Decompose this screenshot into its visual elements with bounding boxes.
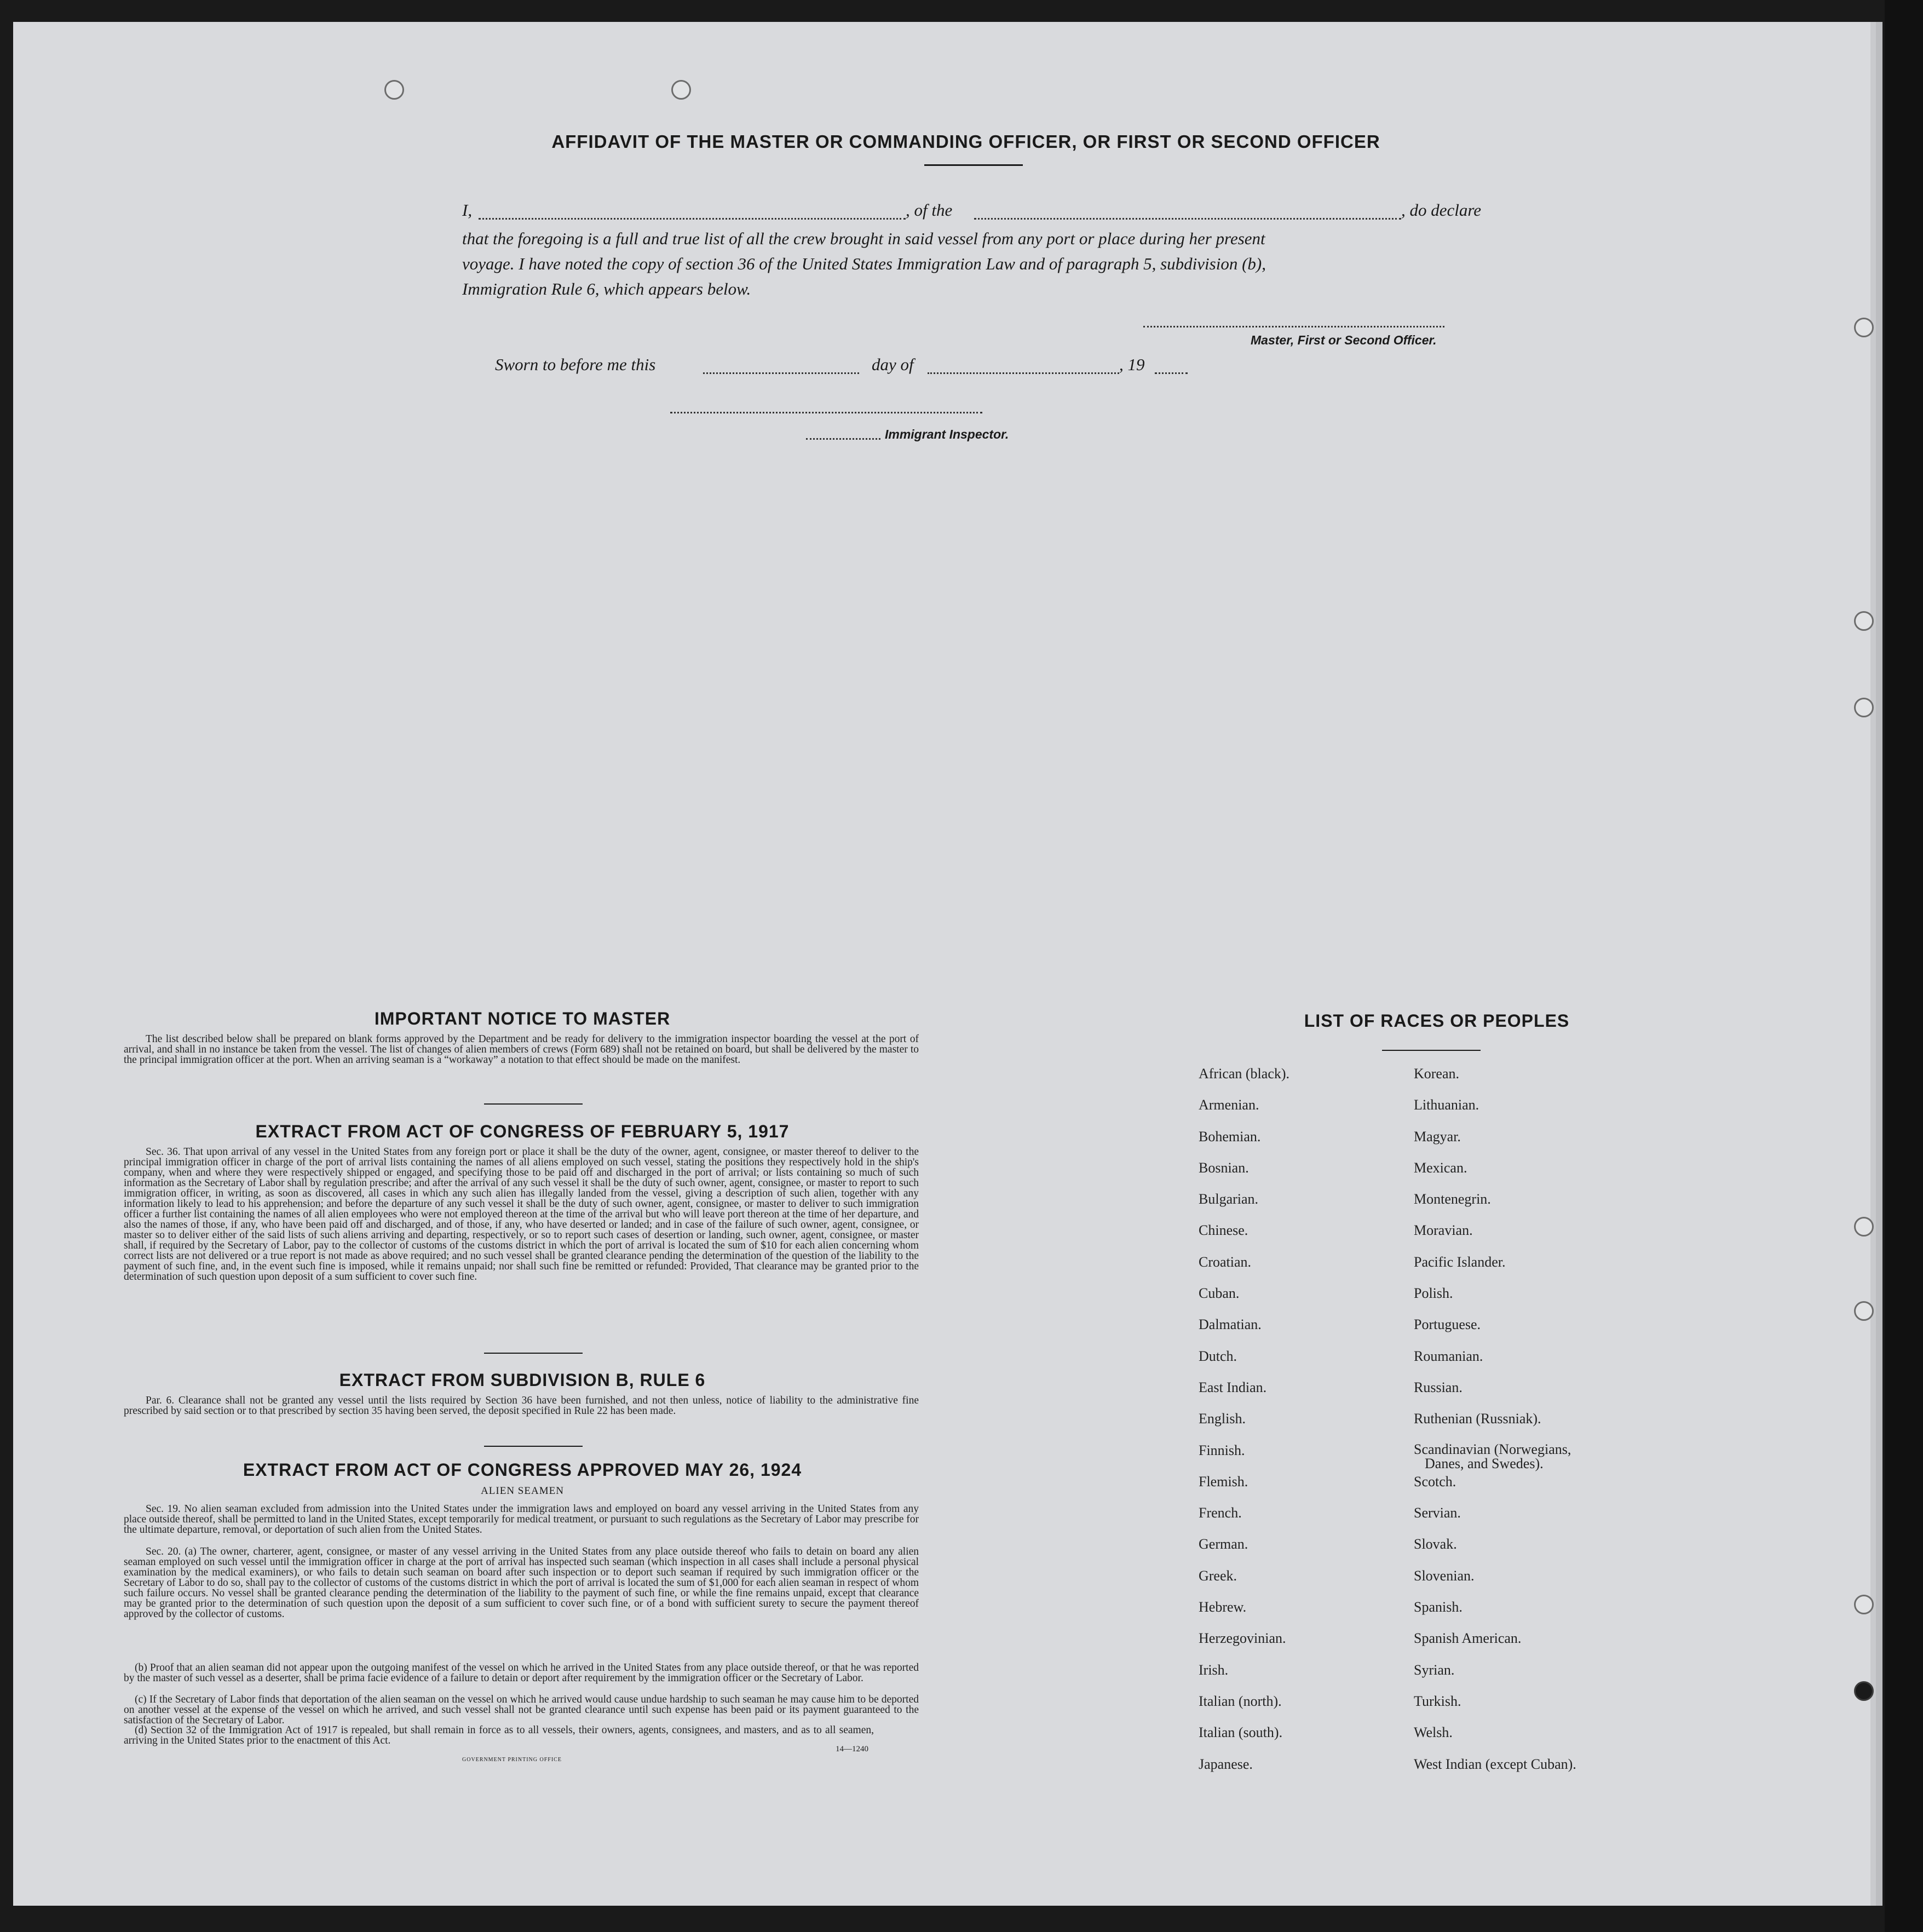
inspector-label: Immigrant Inspector. — [885, 427, 1009, 441]
form-number: 14—1240 — [836, 1745, 868, 1753]
sec-19-text: Sec. 19. No alien seaman excluded from admission into the United States under the immigration laws and employed on board any vessel arriving in the United States from any place outside thereof, shall be permitted to land in the United States, except temporarily for medical treatment, or pursuant to such regulations as the Secretary of Labor may prescribe for the ultimate departure, removal, or deportation of such alien from the United States. — [124, 1503, 919, 1536]
race-item: Korean. — [1414, 1066, 1460, 1082]
sworn-line: Sworn to before me this day of , 19 — [495, 355, 1207, 377]
race-item: African (black). — [1199, 1066, 1290, 1082]
race-item: German. — [1199, 1536, 1248, 1553]
punch-hole-right-4 — [1854, 1217, 1874, 1237]
declaration-line-3: voyage. I have noted the copy of section 36 of the United States Immigration Law and of paragraph 5, subdivision (b), — [462, 254, 1266, 273]
sec-20b-text: (b) Proof that an alien seaman did not appear upon the outgoing manifest of the vessel on which he arrived in the United States from any place outside thereof, or that he was reported by the master of such vessel as a deserter, shall be prima facie evidence of a failure to detain or deport after requirement by the immigration officer or the Secretary of Labor. — [124, 1662, 919, 1684]
race-item: Spanish. — [1414, 1599, 1463, 1615]
race-item: Turkish. — [1414, 1693, 1461, 1709]
rule-6-text: Par. 6. Clearance shall not be granted any vessel until the lists required by Section 36 have been furnished, and not then unless, notice of liability to the administrative fine prescribed by said section or to that prescribed by section 35 having been served, the deposit specified in Rule 22 has been made. — [124, 1395, 919, 1417]
race-item-scandinavian: Scandinavian (Norwegians, Danes, and Swedes). — [1414, 1441, 1571, 1471]
race-item: Croatian. — [1199, 1254, 1252, 1270]
sec-20a-text: Sec. 20. (a) The owner, charterer, agent, consignee, or master of any vessel arriving in the United States from any place outside thereof who fails to detain on board any alien seaman employed on such vessel until the immigration officer in charge at the port of arrival has inspected such seaman (which inspection in all cases shall include a personal physical examination by the medical examiners), or who fails to detain such seaman on board after such inspection or to deport such seaman if required by such immigration officer or the Secretary of Labor to do so, shall pay to the collector of customs of the customs district in which the port of arrival is located the sum of $1,000 for each alien seaman in respect of whom such failure occurs. No vessel shall be granted clearance pending the determination of the liability to the payment of such fine, or while the fine remains unpaid, except that clearance may be granted prior to the determination of such question upon the deposit of a sum sufficient to cover such fine, or of a bond with sufficient surety to secure the payment thereof approved by the collector of customs. — [124, 1546, 919, 1620]
printer-imprint: GOVERNMENT PRINTING OFFICE — [462, 1757, 562, 1763]
race-item: Slovak. — [1414, 1536, 1457, 1553]
races-column-1 — [1199, 1066, 1289, 1787]
race-item: Lithuanian. — [1414, 1097, 1479, 1113]
race-item: Servian. — [1414, 1505, 1461, 1521]
race-item: Bosnian. — [1199, 1159, 1249, 1176]
notice-text: The list described below shall be prepared on blank forms approved by the Department and be ready for delivery to the immigration inspector boarding the vessel at the port of arrival, and shall in no instance be taken from the vessel. The list of changes of alien members of crews (Form 689) shall not be retained on board, but shall be delivered by the master to the principal immigration officer at the port. When an arriving seaman is a “workaway” a notation to that effect should be made on the manifest. — [124, 1033, 919, 1066]
punch-hole-right-1 — [1854, 318, 1874, 337]
affidavit-title: AFFIDAVIT OF THE MASTER OR COMMANDING OFFICER, OR FIRST OR SECOND OFFICER — [551, 131, 1380, 152]
declaration-line-2: that the foregoing is a full and true list of all the crew brought in said vessel from any port or place during her present — [462, 229, 1265, 248]
race-item: Hebrew. — [1199, 1599, 1247, 1615]
race-item: East Indian. — [1199, 1379, 1267, 1395]
extract-1917-text: Sec. 36. That upon arrival of any vessel in the United States from any foreign port or place it shall be the duty of the owner, agent, consignee, or master thereof to deliver to the principal immigration officer in charge of the port of arrival lists containing the names of all aliens employed on such vessel, stating the positions they respectively hold in the ship's company, when and where they were respectively shipped or engaged, and specifying those to be paid off and discharged in the port of arrival; or lists containing so much of such information as the Secretary of Labor shall by regulation prescribe; and after the arrival of any such vessel it shall be the duty of such owner, agent, consignee, or master to report to such immigration officer, in writing, as soon as discovered, all cases in which any such alien has illegally landed from the vessel, giving a description of such alien, together with any information likely to lead to his apprehension; and before the departure of any such vessel it shall be the duty of such owner, agent, consignee, or master to deliver to such immigration officer a further list containing the names of all alien employees who were not employed thereon at the time of the arrival but who will leave port thereon at the time of her departure, and also the names of those, if any, who have been paid off and discharged, and of those, if any, who have deserted or landed; and in case of the failure of such owner, agent, consignee, or master so to deliver either of the said lists of such aliens arriving and departing, respectively, or so to report such cases of desertion or landing, such owner, agent, consignee, or master shall, if required by the Secretary of Labor, pay to the collector of customs of the customs district in which the port of arrival is located the sum of $10 for each alien concerning whom correct lists are not delivered or a true report is not made as above required; and no such vessel shall be granted clearance pending the determination of the question of the liability to the payment of such fine, and, in the event such fine is imposed, while it remains unpaid; nor shall such fine be remitted or refunded: Provided, That clearance may be granted prior to the determination of such question upon deposit of a sum sufficient to cover such fine. — [124, 1146, 919, 1283]
master-signature-label: Master, First or Second Officer. — [1251, 333, 1437, 347]
race-item: Irish. — [1199, 1661, 1229, 1678]
race-item: Bohemian. — [1199, 1128, 1261, 1145]
race-item: Russian. — [1414, 1379, 1463, 1395]
name-blank[interactable] — [479, 218, 906, 220]
race-item: Italian (south). — [1199, 1724, 1283, 1741]
punch-hole-right-2 — [1854, 611, 1874, 631]
race-item: Slovenian. — [1414, 1567, 1475, 1584]
document-page — [13, 22, 1870, 1906]
punch-hole-right-6 — [1854, 1595, 1874, 1614]
races-title: LIST OF RACES OR PEOPLES — [1304, 1011, 1570, 1031]
race-item: Portuguese. — [1414, 1316, 1481, 1333]
race-item: Greek. — [1199, 1567, 1237, 1584]
race-item: Japanese. — [1199, 1756, 1253, 1772]
race-item: English. — [1199, 1411, 1246, 1427]
race-item: Dalmatian. — [1199, 1316, 1262, 1333]
races-column-2 — [1414, 1066, 1576, 1787]
master-signature-line[interactable] — [1143, 326, 1444, 327]
race-item: Dutch. — [1199, 1348, 1237, 1364]
sworn-month-blank[interactable] — [928, 372, 1119, 374]
sworn-day-blank[interactable] — [703, 372, 859, 374]
notice-title: IMPORTANT NOTICE TO MASTER — [374, 1009, 671, 1028]
punch-hole-top-left — [384, 80, 404, 100]
race-item: Cuban. — [1199, 1285, 1240, 1302]
race-item: Moravian. — [1414, 1222, 1473, 1239]
race-item: Syrian. — [1414, 1661, 1455, 1678]
race-item: Pacific Islander. — [1414, 1254, 1506, 1270]
divider-2 — [484, 1353, 583, 1354]
sworn-year-blank[interactable] — [1155, 372, 1188, 374]
title-rule — [924, 164, 1023, 166]
punch-hole-top-center — [671, 80, 691, 100]
punch-hole-right-7 — [1854, 1681, 1874, 1701]
race-item: Bulgarian. — [1199, 1191, 1259, 1208]
rule-6-title: EXTRACT FROM SUBDIVISION B, RULE 6 — [339, 1370, 706, 1390]
declaration-line-1: I, , of the , do declare — [462, 200, 1482, 220]
race-item: Chinese. — [1199, 1222, 1248, 1239]
sec-20d-text: (d) Section 32 of the Immigration Act of 1917 is repealed, but shall remain in force as to all vessels, their owners, agents, consignees, and masters, and as to all seamen, arriving in the United States prior to the enactment of this Act. — [124, 1724, 874, 1746]
race-item: Finnish. — [1199, 1442, 1245, 1458]
extract-1917-title: EXTRACT FROM ACT OF CONGRESS OF FEBRUARY 5, 1917 — [255, 1122, 790, 1141]
inspector-signature-line[interactable] — [670, 412, 982, 413]
scan-edge — [1885, 0, 1923, 1932]
declaration-line-4: Immigration Rule 6, which appears below. — [462, 279, 751, 298]
race-item: Ruthenian (Russniak). — [1414, 1411, 1541, 1427]
race-item: Italian (north). — [1199, 1693, 1282, 1709]
divider-1 — [484, 1103, 583, 1105]
race-item: West Indian (except Cuban). — [1414, 1756, 1576, 1772]
race-item: Montenegrin. — [1414, 1191, 1491, 1208]
race-item: French. — [1199, 1505, 1242, 1521]
race-item: Welsh. — [1414, 1724, 1453, 1741]
punch-hole-right-5 — [1854, 1301, 1874, 1321]
race-item: Magyar. — [1414, 1128, 1461, 1145]
alien-seamen-subtitle: ALIEN SEAMEN — [481, 1485, 564, 1497]
race-item: Flemish. — [1199, 1473, 1248, 1490]
race-item: Armenian. — [1199, 1097, 1259, 1113]
race-item: Roumanian. — [1414, 1348, 1483, 1364]
race-item: Polish. — [1414, 1285, 1453, 1302]
race-item: Scotch. — [1414, 1473, 1456, 1490]
race-item: Mexican. — [1414, 1159, 1467, 1176]
divider-3 — [484, 1446, 583, 1447]
race-item-scandinavian-cont: Danes, and Swedes). — [1425, 1455, 1544, 1471]
race-item: Spanish American. — [1414, 1630, 1522, 1647]
races-rule — [1382, 1050, 1481, 1051]
punch-hole-right-3 — [1854, 698, 1874, 717]
vessel-blank[interactable] — [974, 218, 1401, 220]
inspector-prefix-line — [806, 438, 880, 440]
race-item: Herzegovinian. — [1199, 1630, 1286, 1647]
sec-20c-text: (c) If the Secretary of Labor finds that deportation of the alien seaman on the vessel on which he arrived would cause undue hardship to such seaman he may cause him to be deported on another vessel at the expense of the vessel on which he arrived, and such vessel shall not be granted clearance until such expense has been paid or its payment guaranteed to the satisfaction of the Secretary of Labor. — [124, 1694, 919, 1726]
extract-1924-title: EXTRACT FROM ACT OF CONGRESS APPROVED MAY 26, 1924 — [243, 1460, 802, 1480]
